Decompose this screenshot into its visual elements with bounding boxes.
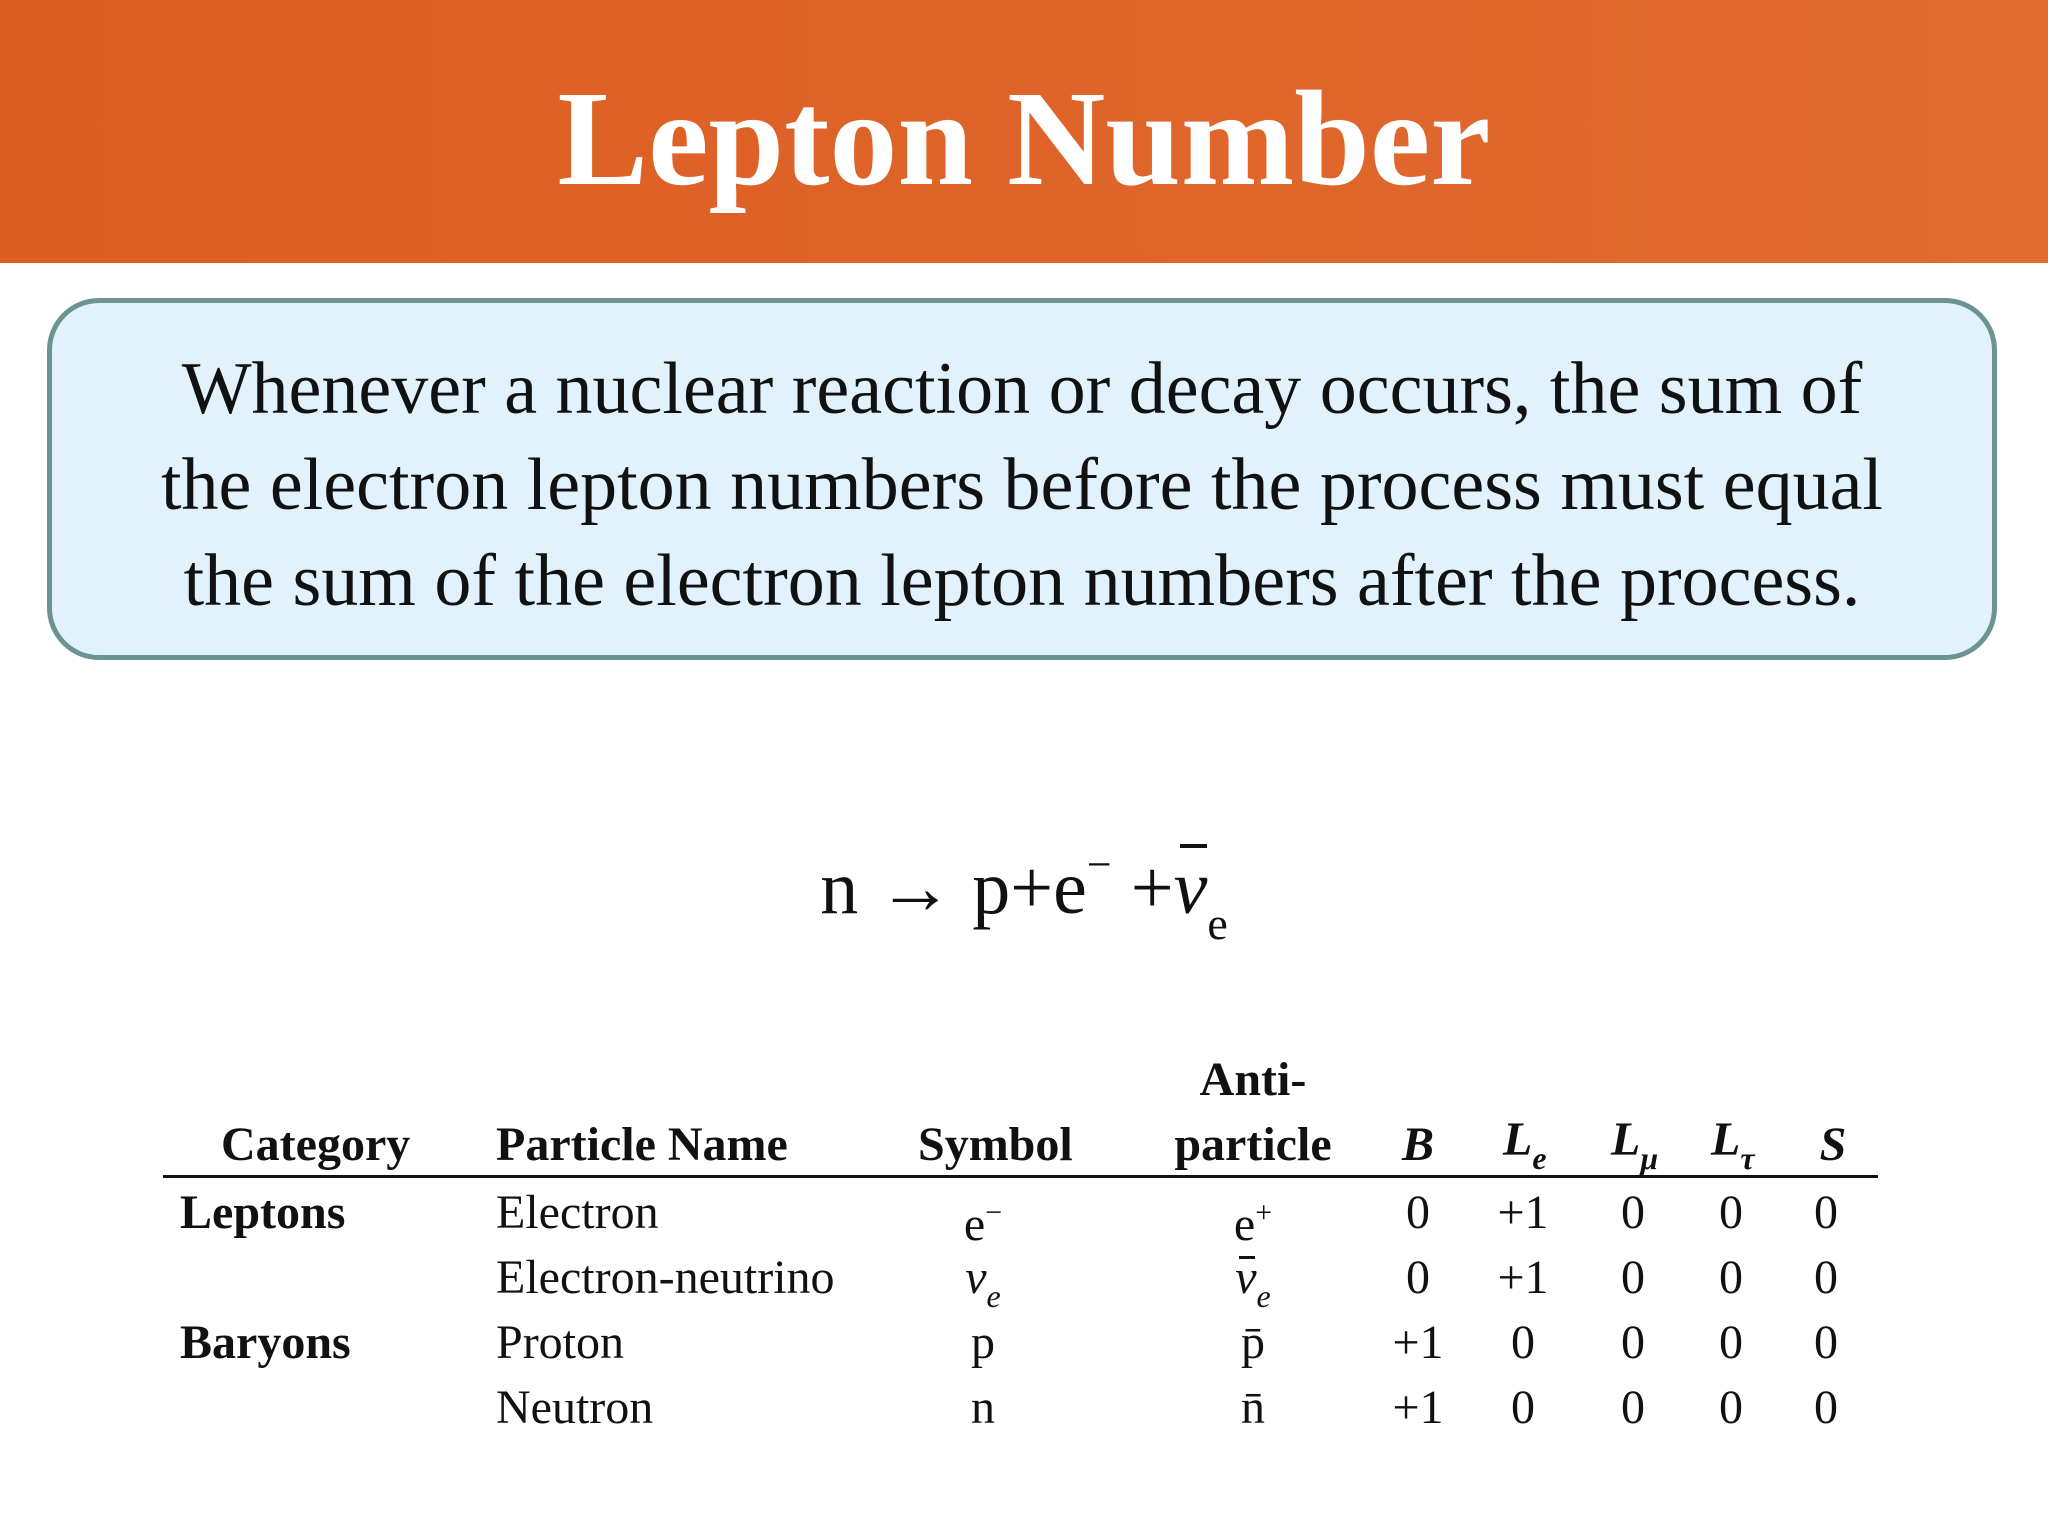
row-name: Neutron (496, 1381, 654, 1434)
row-antiparticle: n̄ (1241, 1381, 1265, 1434)
eq-plus-1: + (1010, 846, 1054, 930)
eq-electron: e (1053, 846, 1087, 930)
col-header-le: $L_e$ (1503, 1113, 1547, 1176)
row-antiparticle: e+ (1233, 1196, 1273, 1251)
col-header-particle-name: Particle Name (496, 1118, 788, 1171)
row-antiparticle: p̄ (1241, 1316, 1265, 1369)
eq-nu-symbol: ν (1173, 846, 1208, 930)
row-s: 0 (1814, 1251, 1838, 1304)
row-ltau: 0 (1719, 1186, 1743, 1239)
row-s: 0 (1814, 1381, 1838, 1434)
row-b: +1 (1392, 1381, 1444, 1434)
header-rule (163, 1175, 1878, 1178)
row-lmu: 0 (1621, 1316, 1645, 1369)
definition-callout (47, 298, 1997, 660)
eq-nu-subscript: e (1207, 898, 1228, 949)
col-header-strangeness: S (1819, 1118, 1847, 1171)
row-symbol: n (971, 1381, 995, 1434)
conservation-table (163, 1040, 1878, 1440)
row-name: Electron (496, 1186, 659, 1239)
row-b: +1 (1392, 1316, 1444, 1369)
row-antiparticle: $\nu_e$ (1235, 1251, 1271, 1314)
eq-plus-2: + (1130, 846, 1174, 930)
row-symbol: p (971, 1316, 995, 1369)
decay-equation (0, 815, 2048, 974)
row-lmu: 0 (1621, 1186, 1645, 1239)
row-ltau: 0 (1719, 1251, 1743, 1304)
row-s: 0 (1814, 1316, 1838, 1369)
row-le: 0 (1511, 1316, 1535, 1369)
row-symbol: $\nu_e$ (965, 1251, 1001, 1314)
col-header-antiparticle-line2: particle (1174, 1118, 1332, 1171)
eq-antineutrino (1174, 838, 1208, 938)
col-header-baryon-number: B (1401, 1118, 1434, 1171)
row-name: Electron-neutrino (496, 1251, 835, 1304)
definition-line-1: Whenever a nuclear reaction or decay occurs, the sum of (181, 348, 1863, 430)
col-header-symbol: Symbol (918, 1118, 1073, 1171)
page-title: Lepton Number (557, 64, 1491, 214)
definition-text (72, 341, 1972, 629)
title-bar (0, 0, 2048, 263)
row-category-leptons: Leptons (180, 1186, 346, 1239)
definition-line-2: the electron lepton numbers before the process must equal (161, 444, 1883, 526)
row-s: 0 (1814, 1186, 1838, 1239)
row-lmu: 0 (1621, 1381, 1645, 1434)
col-header-lmu: $L_\mu$ (1611, 1113, 1659, 1176)
row-category-baryons: Baryons (180, 1316, 351, 1369)
eq-electron-charge: − (1086, 840, 1112, 889)
row-le: +1 (1497, 1251, 1549, 1304)
row-ltau: 0 (1719, 1316, 1743, 1369)
row-le: +1 (1497, 1186, 1549, 1239)
col-header-ltau: $L_\tau$ (1711, 1113, 1755, 1176)
col-header-category: Category (221, 1118, 411, 1171)
row-b: 0 (1406, 1251, 1430, 1304)
definition-line-3: the sum of the electron lepton numbers after the process. (183, 540, 1861, 622)
row-symbol: e− (963, 1196, 1003, 1251)
row-le: 0 (1511, 1381, 1535, 1434)
col-header-antiparticle-line1: Anti- (1199, 1053, 1307, 1106)
eq-proton: p (972, 846, 1011, 930)
row-name: Proton (496, 1316, 625, 1369)
row-ltau: 0 (1719, 1381, 1743, 1434)
eq-arrow: → (877, 846, 954, 930)
row-lmu: 0 (1621, 1251, 1645, 1304)
eq-neutron: n (820, 846, 859, 930)
row-b: 0 (1406, 1186, 1430, 1239)
